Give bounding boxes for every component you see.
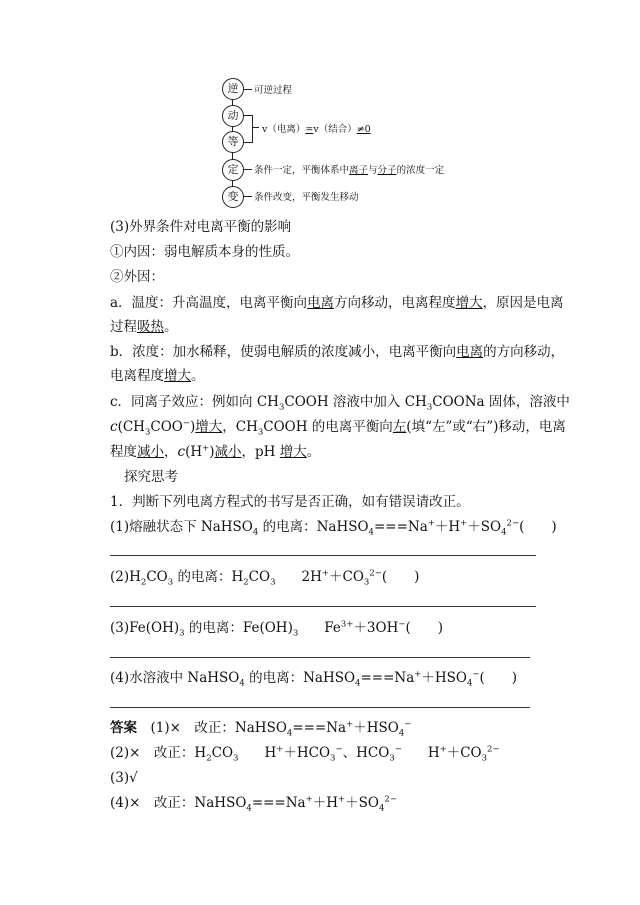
superscript: + bbox=[276, 744, 284, 755]
answer-ionize: 电离 bbox=[307, 295, 335, 311]
bian-text: 条件改变，平衡发生移动 bbox=[254, 192, 359, 203]
equilibrium-features-diagram bbox=[222, 78, 482, 213]
item-4 bbox=[110, 669, 517, 687]
subscript: 4 bbox=[355, 678, 361, 689]
arrow-line bbox=[244, 89, 252, 90]
subscript: 3 bbox=[167, 577, 174, 588]
subscript: 4 bbox=[466, 678, 473, 689]
superscript: 3+ bbox=[340, 619, 354, 630]
text: (2)× 改正：H bbox=[110, 745, 207, 761]
text: CO bbox=[248, 569, 271, 585]
text: ===Na bbox=[251, 795, 306, 811]
text: 的电离：NaHSO bbox=[244, 670, 356, 686]
text: ) bbox=[209, 444, 215, 460]
text: COONa 固体，溶液中 bbox=[432, 394, 570, 410]
superscript: + bbox=[460, 518, 468, 529]
text: ＋H bbox=[312, 795, 339, 811]
text: 过程 bbox=[110, 319, 137, 335]
not-zero: ≠0 bbox=[356, 124, 371, 135]
subscript: 3 bbox=[179, 628, 185, 639]
text: (4)× 改正：NaHSO bbox=[110, 795, 247, 811]
text: 。 bbox=[164, 319, 178, 335]
node-bian: 变 bbox=[222, 186, 244, 208]
text: ) bbox=[189, 419, 196, 435]
subscript: 3 bbox=[233, 753, 239, 764]
text: 。 bbox=[306, 444, 321, 460]
subscript: 3 bbox=[389, 753, 395, 764]
node-dong: 动 bbox=[222, 105, 244, 127]
text: 方向移动，电离程度 bbox=[334, 295, 456, 311]
answer-left: 左 bbox=[392, 419, 407, 435]
subscript: 3 bbox=[292, 628, 299, 639]
arrow-line bbox=[244, 196, 252, 197]
text: CO bbox=[146, 569, 168, 585]
v-ionize: v（电离） bbox=[262, 124, 306, 135]
subscript: 4 bbox=[246, 803, 252, 814]
answer-increase: 增大 bbox=[279, 444, 307, 460]
question-1: 1．判断下列电离方程式的书写是否正确，如有错误请改正。 bbox=[110, 494, 470, 510]
answer-decrease: 减小 bbox=[137, 444, 164, 460]
text: ，pH bbox=[241, 444, 280, 460]
text: c．同离子效应：例如向 CH bbox=[110, 394, 279, 410]
answer-ionize: 电离 bbox=[456, 344, 484, 360]
text: Fe bbox=[324, 620, 341, 636]
arrow-line bbox=[244, 169, 252, 170]
text: 、HCO bbox=[342, 745, 390, 761]
answer-line-3[interactable] bbox=[110, 657, 530, 658]
superscript: + bbox=[305, 794, 313, 805]
answer-2 bbox=[110, 744, 500, 762]
common-ion-line-2 bbox=[110, 418, 566, 436]
equal-sign: = bbox=[305, 124, 314, 135]
outer-factor: ②外因： bbox=[110, 269, 164, 285]
superscript: + bbox=[321, 568, 329, 579]
answer-increase: 增大 bbox=[455, 295, 483, 311]
text: 电离程度 bbox=[110, 368, 164, 384]
text: H bbox=[427, 745, 440, 761]
subscript: 4 bbox=[398, 728, 405, 739]
text: ===Na bbox=[373, 519, 428, 535]
subscript: 2 bbox=[140, 577, 147, 588]
answer-blank: ( ) bbox=[381, 569, 420, 585]
section-3-title: (3)外界条件对电离平衡的影响 bbox=[110, 219, 292, 235]
superscript: 2− bbox=[369, 568, 382, 579]
item-1 bbox=[110, 518, 557, 536]
text: (4)水溶液中 NaHSO bbox=[110, 670, 240, 686]
inner-factor: ①内因：弱电解质本身的性质。 bbox=[110, 244, 299, 260]
text: (3)Fe(OH) bbox=[110, 620, 180, 636]
concentration-line-1 bbox=[110, 343, 564, 361]
superscript: + bbox=[338, 794, 346, 805]
text: COOH 的电离平衡向 bbox=[263, 419, 393, 435]
subscript: 3 bbox=[270, 577, 276, 588]
text: 2H bbox=[301, 569, 322, 585]
superscript: + bbox=[439, 744, 447, 755]
text: b．浓度：加水稀释，使弱电解质的浓度减小，电离平衡向 bbox=[110, 344, 457, 360]
subscript: 3 bbox=[278, 402, 285, 413]
text: ，CH bbox=[222, 419, 258, 435]
answer-decrease: 减小 bbox=[214, 444, 242, 460]
subscript: 2 bbox=[243, 577, 249, 588]
text: H bbox=[264, 745, 277, 761]
answer-3: (3)√ bbox=[110, 770, 138, 786]
answer-label: 答案 bbox=[110, 720, 137, 736]
explore-title: 探究思考 bbox=[124, 469, 178, 485]
superscript: + bbox=[427, 518, 435, 529]
answer-blank: ( ) bbox=[519, 519, 557, 535]
dong-deng-bracket bbox=[244, 115, 253, 143]
superscript: + bbox=[202, 443, 210, 454]
superscript: − bbox=[472, 669, 480, 680]
text: ＋HCO bbox=[283, 745, 331, 761]
subscript: 3 bbox=[426, 402, 433, 413]
answer-4 bbox=[110, 794, 397, 812]
node-ni: 逆 bbox=[222, 78, 244, 100]
text: ===Na bbox=[292, 720, 347, 736]
subscript: 4 bbox=[368, 527, 374, 538]
text: (填“左”或“右”)移动，电离 bbox=[406, 419, 566, 435]
subscript: 4 bbox=[501, 527, 507, 538]
answer-line-2[interactable] bbox=[110, 606, 536, 607]
text: 的电离：Fe(OH) bbox=[184, 620, 293, 636]
subscript: 4 bbox=[378, 803, 385, 814]
common-ion-line-1 bbox=[110, 393, 570, 411]
answer-blank: ( ) bbox=[479, 670, 518, 686]
ding-part: 与 bbox=[368, 165, 378, 176]
subscript: 3 bbox=[144, 427, 151, 438]
superscript: − bbox=[398, 619, 406, 630]
superscript: − bbox=[335, 744, 343, 755]
answer-endothermic: 吸热 bbox=[137, 319, 164, 335]
text: COOH 溶液中加入 CH bbox=[284, 394, 427, 410]
node-ding: 定 bbox=[222, 159, 244, 181]
superscript: − bbox=[404, 719, 412, 730]
text: (1)× 改正：NaHSO bbox=[150, 720, 287, 736]
node-deng: 等 bbox=[222, 131, 244, 153]
text: ， bbox=[164, 444, 178, 460]
superscript: + bbox=[346, 719, 354, 730]
answer-blank: ( ) bbox=[405, 620, 444, 636]
deng-text bbox=[262, 121, 371, 135]
text: ，原因是电离 bbox=[482, 295, 564, 311]
text: 。 bbox=[191, 368, 205, 384]
text: ＋SO bbox=[345, 795, 379, 811]
text: (H bbox=[185, 444, 203, 460]
superscript: 2− bbox=[487, 744, 500, 755]
text: 的电离：H bbox=[173, 569, 244, 585]
text: ＋3OH bbox=[353, 620, 399, 636]
arrow-line bbox=[253, 127, 259, 128]
subscript: 4 bbox=[252, 527, 259, 538]
common-ion-line-3 bbox=[110, 443, 320, 461]
text: a．温度：升高温度，电离平衡向 bbox=[110, 295, 308, 311]
text: ＋CO bbox=[328, 569, 364, 585]
answer-increase: 增大 bbox=[195, 419, 223, 435]
text: (CH bbox=[117, 419, 145, 435]
text: 的方向移动， bbox=[483, 344, 565, 360]
text: 的电离：NaHSO bbox=[258, 519, 369, 535]
ding-part: 条件一定，平衡体系中 bbox=[254, 165, 350, 176]
temperature-line-2 bbox=[110, 318, 178, 336]
ni-text: 可逆过程 bbox=[254, 85, 293, 96]
c-italic: c bbox=[110, 419, 118, 435]
superscript: − bbox=[394, 744, 402, 755]
text: (1)熔融状态下 NaHSO bbox=[110, 519, 253, 535]
subscript: 4 bbox=[286, 728, 293, 739]
superscript: + bbox=[414, 669, 422, 680]
item-3 bbox=[110, 619, 443, 637]
text: ＋HSO bbox=[421, 670, 467, 686]
temperature-line-1 bbox=[110, 294, 564, 312]
subscript: 2 bbox=[206, 753, 212, 764]
text: ＋H bbox=[434, 519, 461, 535]
concentration-line-2 bbox=[110, 367, 205, 385]
text: 程度 bbox=[110, 444, 137, 460]
c-italic: c bbox=[177, 444, 186, 460]
subscript: 3 bbox=[257, 427, 264, 438]
answer-line-1[interactable] bbox=[110, 555, 536, 556]
text: COO bbox=[150, 419, 183, 435]
text: ＋HSO bbox=[353, 720, 399, 736]
v-combine: v（结合） bbox=[313, 124, 357, 135]
ding-molecules: 分子 bbox=[377, 165, 397, 176]
answer-1 bbox=[110, 719, 411, 737]
item-2 bbox=[110, 568, 419, 586]
text: ＋SO bbox=[467, 519, 502, 535]
ding-part: 的浓度一定 bbox=[396, 165, 445, 176]
subscript: 3 bbox=[363, 577, 370, 588]
text: CO bbox=[211, 745, 234, 761]
ding-text bbox=[254, 162, 444, 176]
ding-ions: 离子 bbox=[349, 165, 369, 176]
subscript: 3 bbox=[330, 753, 336, 764]
superscript: − bbox=[182, 418, 190, 429]
text: ===Na bbox=[360, 670, 415, 686]
answer-increase: 增大 bbox=[164, 368, 191, 384]
superscript: 2− bbox=[506, 518, 520, 529]
subscript: 3 bbox=[481, 753, 488, 764]
text: ＋CO bbox=[446, 745, 482, 761]
answer-line-4[interactable] bbox=[110, 707, 530, 708]
subscript: 4 bbox=[239, 678, 245, 689]
superscript: 2− bbox=[384, 794, 397, 805]
text: (2)H bbox=[110, 569, 141, 585]
